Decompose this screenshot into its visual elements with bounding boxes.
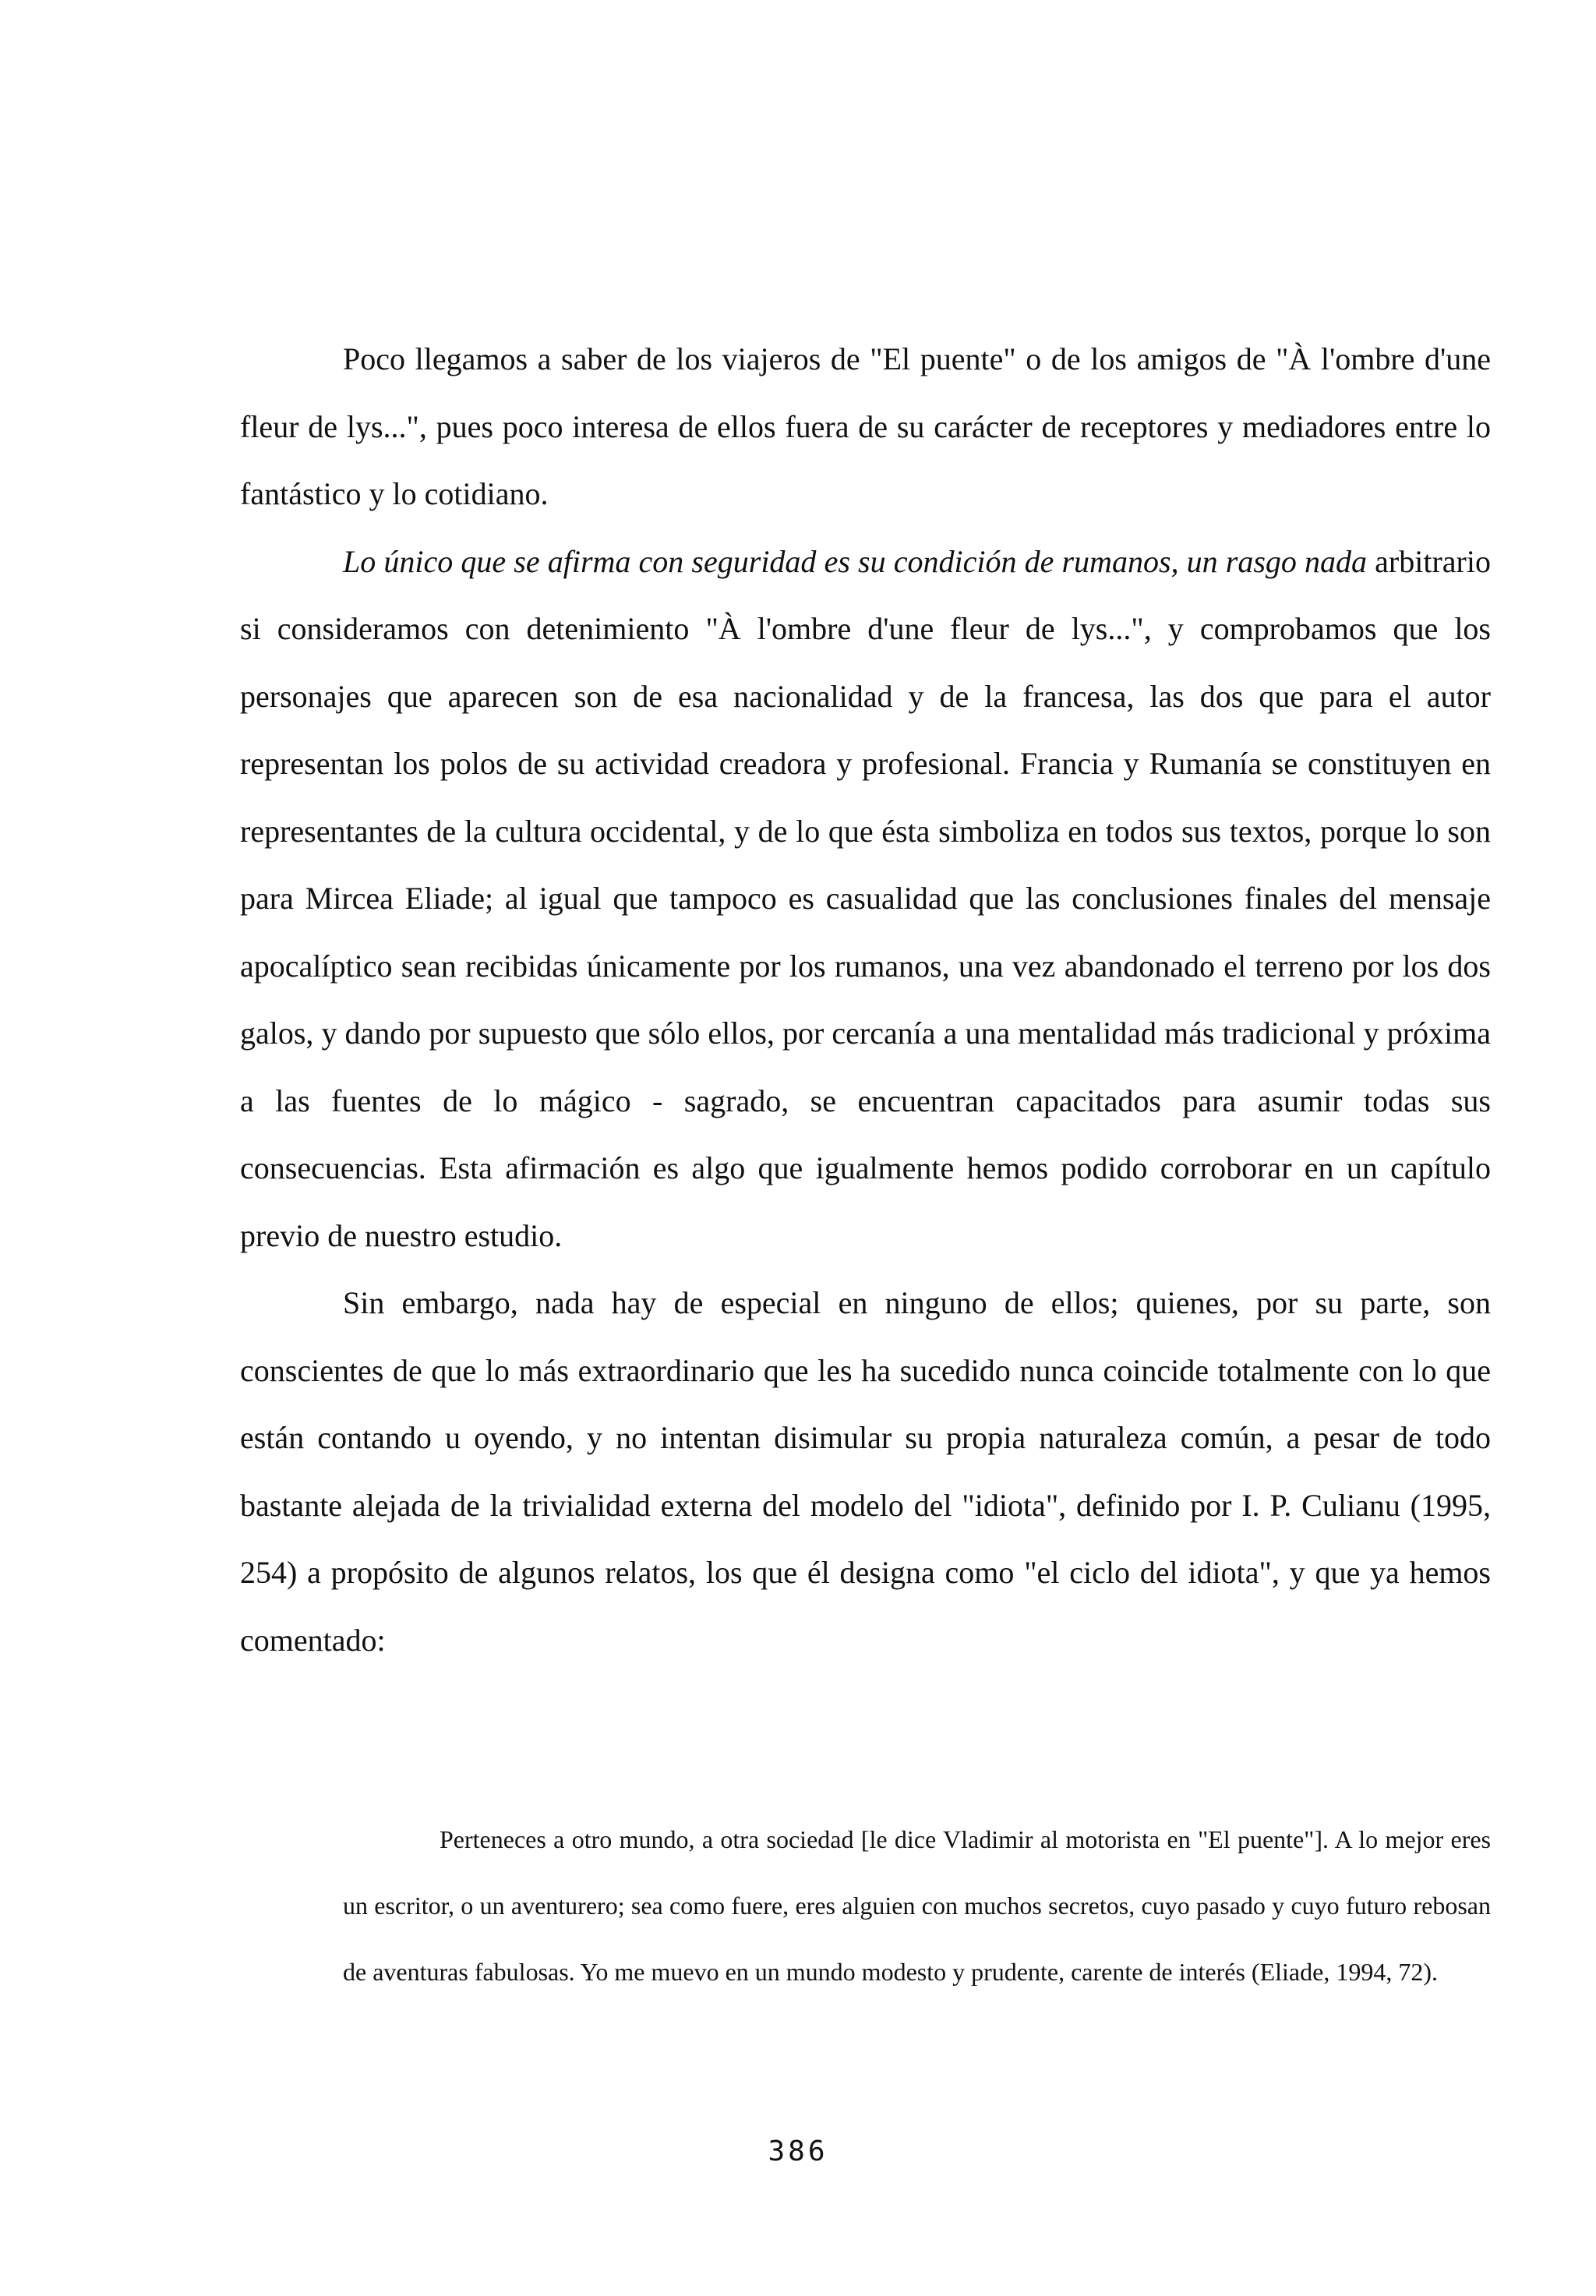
- block-quote: Perteneces a otro mundo, a otra sociedad [le dice Vladimir al motorista en "El puente"]. A lo mejor eres un escritor, o un aventurero; sea como fuere, eres alguien con muchos secretos, cuyo pasado y cuyo futuro rebosan de aventuras fabulosas. Yo me muevo en un mundo modesto y prudente, carente de interés (Eliade, 1994, 72).: [343, 1825, 1491, 1986]
- paragraph-2-italic-phrase: Lo único que se afirma con seguridad es su condición de rumanos, un rasgo nada: [343, 543, 1368, 579]
- paragraph-1: Poco llegamos a saber de los viajeros de "El puente" o de los amigos de "À l'ombre d'une fleur de lys...", pues poco interesa de ellos fuera de su carácter de receptores y mediadores entre lo fantástico y lo cotidiano.: [240, 341, 1491, 511]
- paragraph-2: [240, 528, 1491, 1270]
- paragraph-2-text: arbitrario si consideramos con detenimiento "À l'ombre d'une fleur de lys...", y comprobamos que los personajes que aparecen son de esa nacionalidad y de la francesa, las dos que para el autor representan los polos de su actividad creadora y profesional. Francia y Rumanía se constituyen en representantes de la cultura occidental, y de lo que ésta simboliza en todos sus textos, porque lo son para Mircea Eliade; al igual que tampoco es casualidad que las conclusiones finales del mensaje apocalíptico sean recibidas únicamente por los rumanos, una vez abandonado el terreno por los dos galos, y dando por supuesto que sólo ellos, por cercanía a una mentalidad más tradicional y próxima a las fuentes de lo mágico - sagrado, se encuentran capacitados para asumir todas sus consecuencias. Esta afirmación es algo que igualmente hemos podido corroborar en un capítulo previo de nuestro estudio.: [240, 543, 1491, 1253]
- paragraph-3: Sin embargo, nada hay de especial en ninguno de ellos; quienes, por su parte, son conscientes de que lo más extraordinario que les ha sucedido nunca coincide totalmente con lo que están contando u oyendo, y no intentan disimular su propia naturaleza común, a pesar de todo bastante alejada de la trivialidad externa del modelo del "idiota", definido por I. P. Culianu (1995, 254) a propósito de algunos relatos, los que él designa como "el ciclo del idiota", y que ya hemos comentado:: [240, 1285, 1491, 1658]
- page-number: 386: [768, 2135, 828, 2167]
- body-text: [240, 326, 1491, 1674]
